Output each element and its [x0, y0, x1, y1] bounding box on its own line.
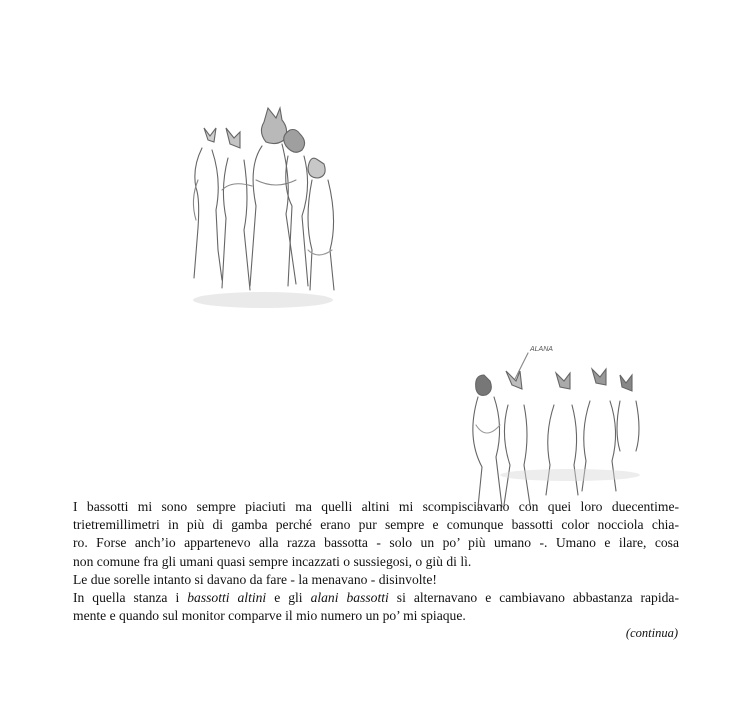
paragraph-1-line-4: non comune fra gli umani quasi sempre incazzati o sussiegosi, o giù di lì.: [73, 553, 472, 569]
bottom-illustration: [450, 335, 650, 510]
text-run: In quella stanza i: [73, 590, 188, 606]
paragraph-1-line-3: ro. Forse anch’io appartenevo alla razza bassotta - solo un po’ più umano -. Umano e ilare, cosa: [73, 535, 679, 551]
pencil-sketch-figures-with-speech-label: [450, 335, 650, 510]
emphasis-alani-bassotti: alani bassotti: [310, 590, 389, 606]
paragraph-3-line-1: [73, 589, 679, 607]
pencil-sketch-dog-headed-figures-group: [178, 100, 348, 320]
text-run: e gli: [266, 590, 311, 606]
paragraph-1-line-2: trietremillimetri in più di gamba perché erano pur sempre e comunque bassotti color nocciola chia-: [73, 517, 679, 533]
continua-note: (continua): [625, 626, 678, 640]
sketch-label: ALANA: [530, 346, 553, 353]
paragraph-3-line-2: mente e quando sul monitor comparve il mio numero un po’ mi spiaque.: [73, 608, 466, 624]
top-illustration: [178, 100, 348, 320]
paragraph-2: Le due sorelle intanto si davano da fare - la menavano - disinvolte!: [73, 571, 437, 587]
paragraph-1-line-1: I bassotti mi sono sempre piaciuti ma quelli altini mi scompisciavano con quei loro duecentime-: [73, 499, 679, 514]
body-text: [73, 498, 679, 625]
emphasis-bassotti-altini: bassotti altini: [187, 590, 267, 606]
text-run: si alternavano e cambiavano abbastanza rapida-: [388, 590, 679, 606]
